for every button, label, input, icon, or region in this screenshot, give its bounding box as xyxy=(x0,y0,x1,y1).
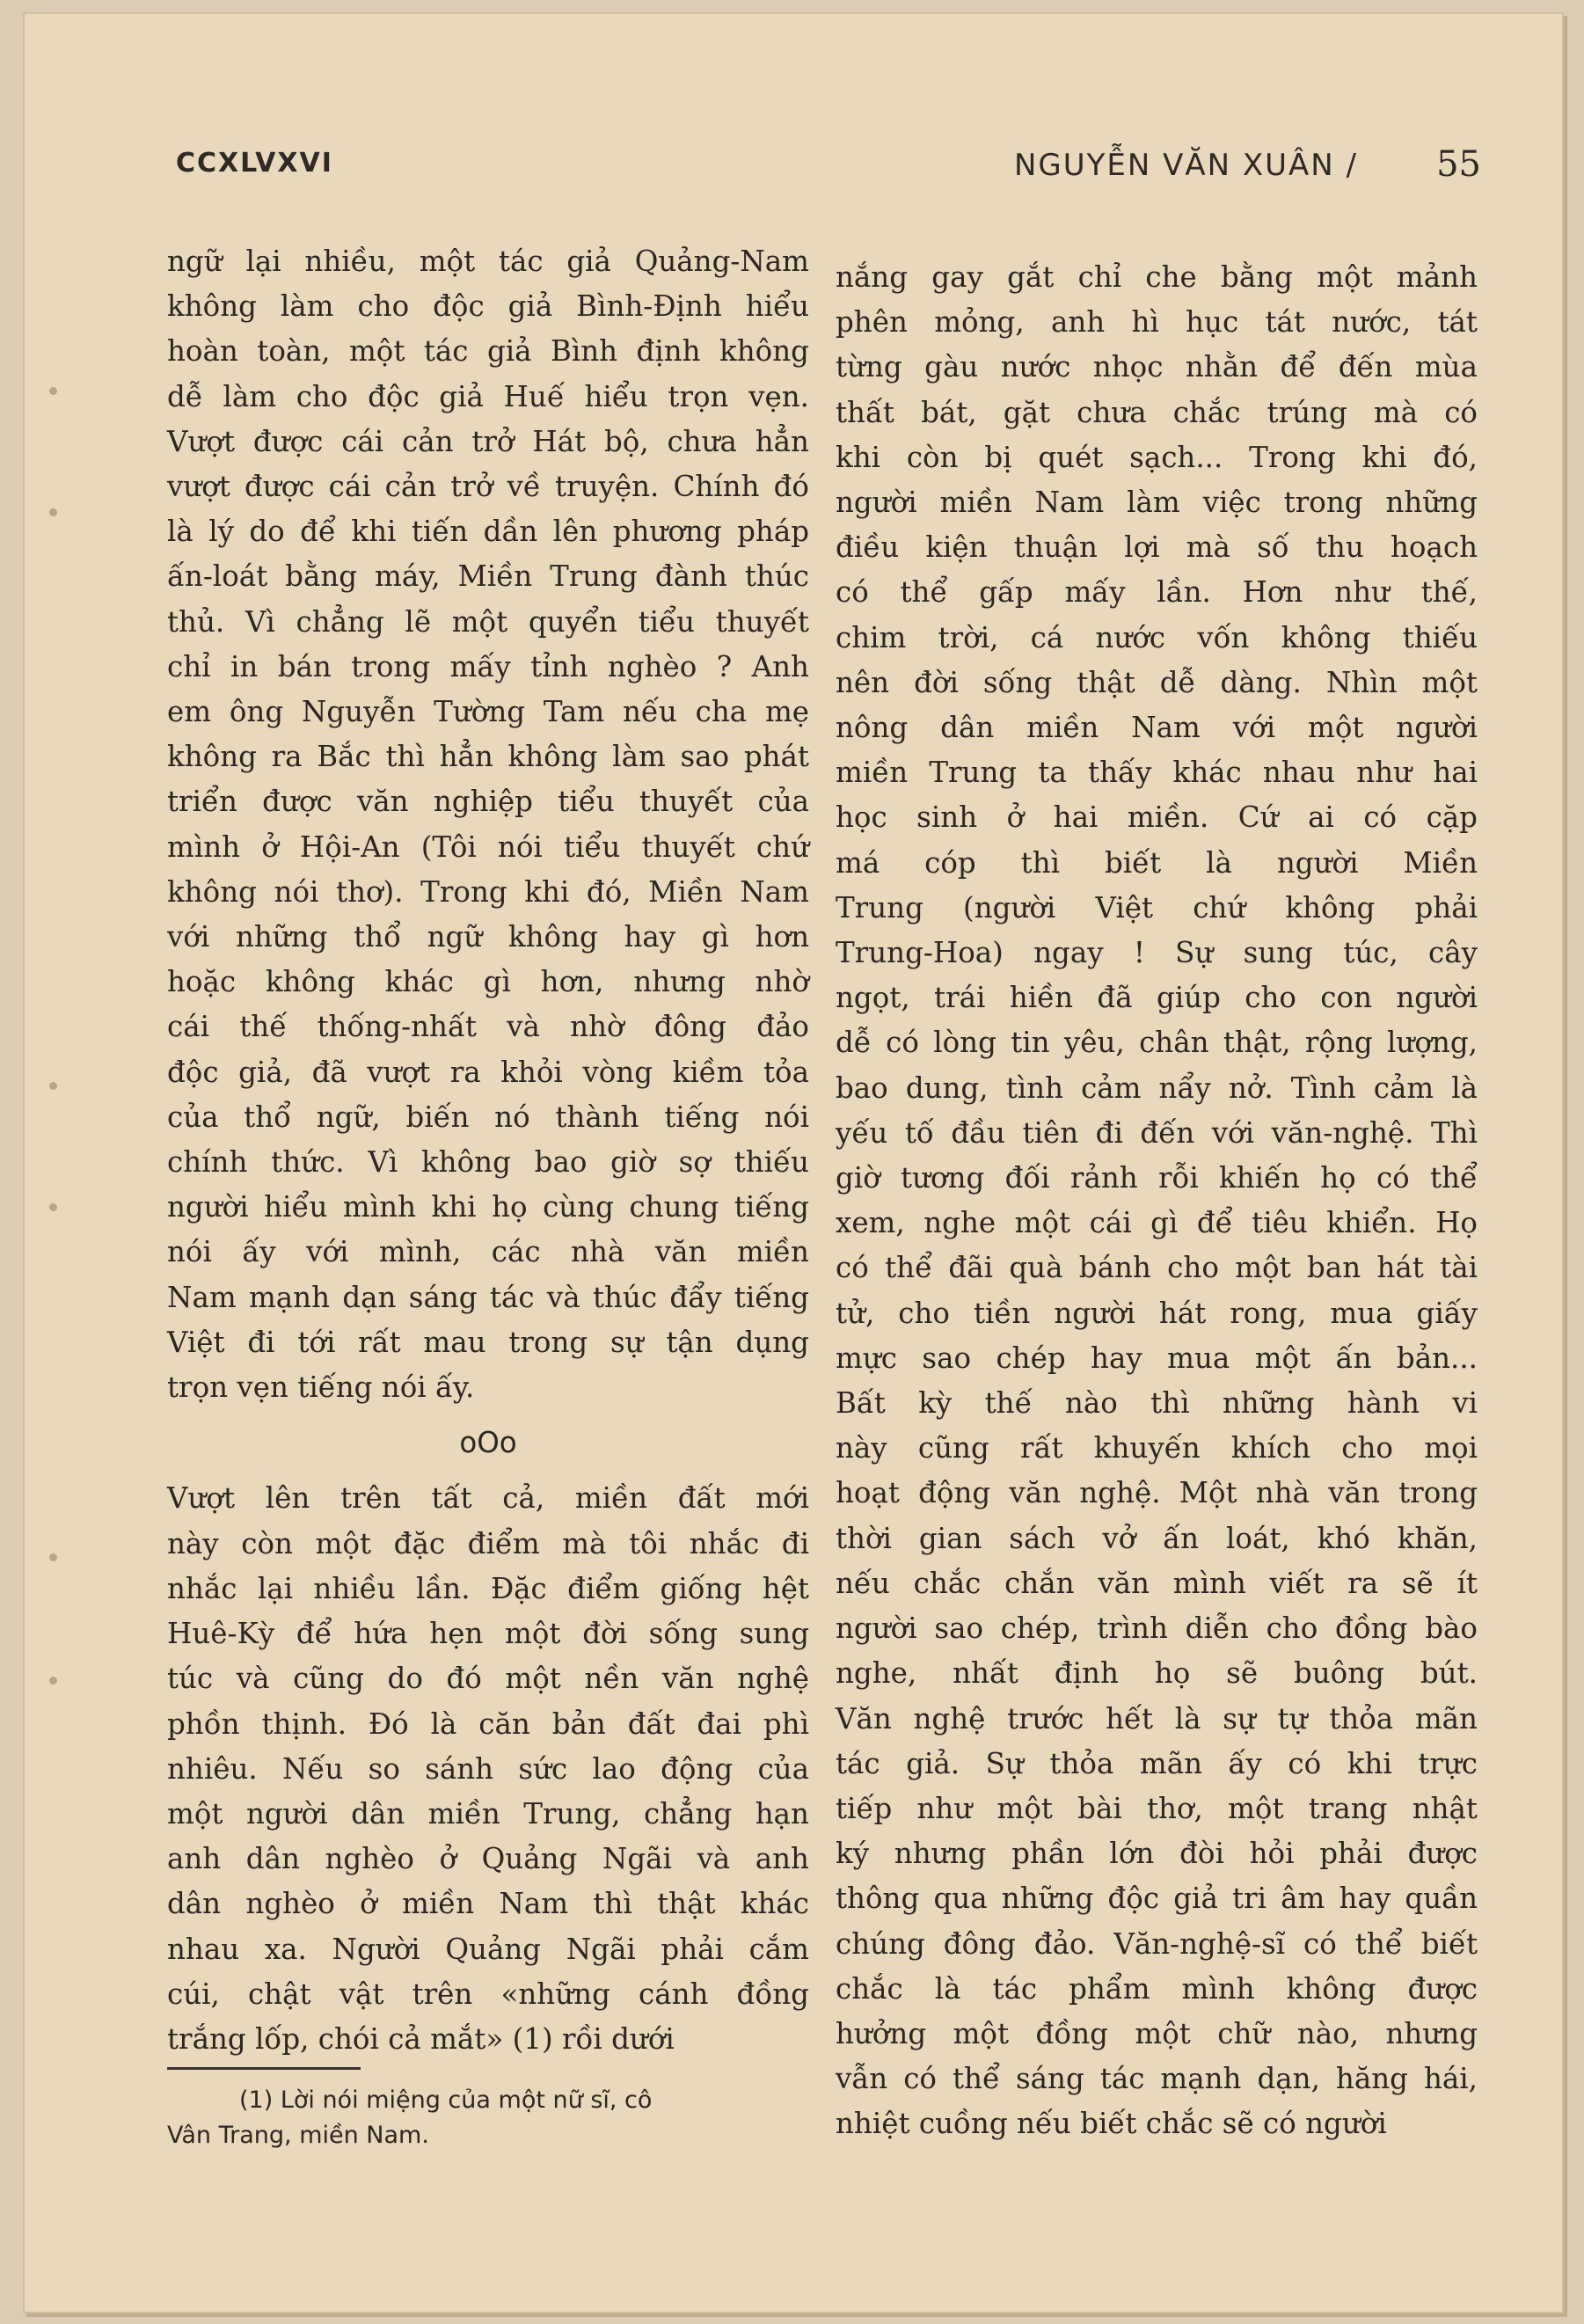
text-line: tử, cho tiền người hát rong, mua giấy xyxy=(836,1296,1478,1330)
footnote xyxy=(167,2083,818,2153)
text-line: chính thức. Vì không bao giờ sợ thiếu xyxy=(167,1145,809,1180)
text-line: má cóp thì biết là người Miền xyxy=(836,845,1478,880)
text-line: nghe, nhất định họ sẽ buông bút. xyxy=(836,1656,1478,1691)
text-line: ngữ lại nhiều, một tác giả Quảng-Nam xyxy=(167,245,809,278)
text-line: không nói thơ). Trong khi đó, Miền Nam xyxy=(167,874,809,909)
text-line: giờ tương đối rảnh rỗi khiến họ có thể xyxy=(836,1161,1478,1195)
text-line: nhiêu. Nếu so sánh sức lao động của xyxy=(167,1751,809,1786)
text-line: bao dung, tình cảm nẩy nở. Tình cảm là xyxy=(836,1071,1478,1105)
text-line: hoạt động văn nghệ. Một nhà văn trong xyxy=(836,1476,1478,1510)
text-line: người sao chép, trình diễn cho đồng bào xyxy=(836,1611,1478,1646)
text-line: điều kiện thuận lợi mà số thu hoạch xyxy=(836,530,1478,565)
text-line: anh dân nghèo ở Quảng Ngãi và anh xyxy=(167,1842,809,1876)
text-line: mực sao chép hay mua một ấn bản... xyxy=(836,1341,1478,1375)
text-line: khi còn bị quét sạch... Trong khi đó, xyxy=(836,440,1478,474)
footnote-line: (1) Lời nói miệng của một nữ sĩ, cô xyxy=(239,2086,653,2114)
text-line: trọn vẹn tiếng nói ấy. xyxy=(167,1370,475,1405)
text-line: Trung (người Việt chứ không phải xyxy=(836,890,1478,924)
text-line: có thể gấp mấy lần. Hơn như thế, xyxy=(836,575,1478,610)
text-line: chắc là tác phẩm mình không được xyxy=(836,1971,1478,2006)
text-line: túc và cũng do đó một nền văn nghệ xyxy=(167,1662,809,1696)
text-line: chim trời, cá nước vốn không thiếu xyxy=(836,620,1478,654)
text-line: ngọt, trái hiền đã giúp cho con người xyxy=(836,981,1478,1015)
text-line: không ra Bắc thì hẳn không làm sao phát xyxy=(167,740,809,774)
text-line: người hiểu mình khi họ cùng chung tiếng xyxy=(167,1190,809,1224)
text-line: thông qua những độc giả tri âm hay quần xyxy=(836,1882,1478,1916)
text-line: nếu chắc chắn văn mình viết ra sẽ ít xyxy=(836,1566,1478,1600)
text-line: người miền Nam làm việc trong những xyxy=(836,486,1478,520)
text-line: với những thổ ngữ không hay gì hơn xyxy=(167,920,809,954)
footnote-rule xyxy=(167,2067,361,2070)
text-line: nhiệt cuồng nếu biết chắc sẽ có người xyxy=(836,2107,1387,2141)
text-line: thất bát, gặt chưa chắc trúng mà có xyxy=(836,395,1478,429)
text-line: này còn một đặc điểm mà tôi nhắc đi xyxy=(167,1526,809,1560)
text-line: em ông Nguyễn Tường Tam nếu cha mẹ xyxy=(167,695,809,729)
footnote-line: Vân Trang, miền Nam. xyxy=(167,2122,429,2149)
text-line: phên mỏng, anh hì hục tát nước, tát xyxy=(836,305,1478,340)
text-line: nhau xa. Người Quảng Ngãi phải cắm xyxy=(167,1932,809,1966)
text-line: vượt được cái cản trở về truyện. Chính đó xyxy=(167,470,809,504)
section-divider: oOo xyxy=(459,1426,517,1460)
text-line: ấn-loát bằng máy, Miền Trung đành thúc xyxy=(167,559,809,594)
text-line: thủ. Vì chẳng lẽ một quyển tiểu thuyết xyxy=(167,604,809,639)
text-line: không làm cho độc giả Bình-Định hiểu xyxy=(167,289,809,324)
text-line: Vượt được cái cản trở Hát bộ, chưa hẳn xyxy=(167,424,809,458)
text-line: Huê-Kỳ để hứa hẹn một đời sống sung xyxy=(167,1617,809,1651)
binding-hole xyxy=(49,1082,57,1090)
text-line: nắng gay gắt chỉ che bằng một mảnh xyxy=(836,260,1478,294)
text-line: mình ở Hội-An (Tôi nói tiểu thuyết chứ xyxy=(167,829,809,864)
text-line: dễ làm cho độc giả Huế hiểu trọn vẹn. xyxy=(167,379,809,413)
text-line: chúng đông đảo. Văn-nghệ-sĩ có thể biết xyxy=(836,1926,1478,1961)
text-line: miền Trung ta thấy khác nhau như hai xyxy=(836,756,1478,790)
text-line: Việt đi tới rất mau trong sự tận dụng xyxy=(167,1325,809,1359)
text-line: chỉ in bán trong mấy tỉnh nghèo ? Anh xyxy=(167,649,809,683)
text-line: hoặc không khác gì hơn, nhưng nhờ xyxy=(167,965,809,999)
page-number: 55 xyxy=(1436,144,1481,185)
text-line: nông dân miền Nam với một người xyxy=(836,711,1478,745)
text-line: nói ấy với mình, các nhà văn miền xyxy=(167,1235,809,1269)
text-line: Vượt lên trên tất cả, miền đất mới xyxy=(167,1481,809,1516)
page-header xyxy=(176,141,1481,194)
binding-hole xyxy=(49,387,57,395)
left-column xyxy=(167,239,809,2062)
binding-hole xyxy=(49,1203,57,1211)
text-line: Văn nghệ trước hết là sự tự thỏa mãn xyxy=(836,1701,1478,1736)
text-line: cúi, chật vật trên «những cánh đồng xyxy=(167,1977,809,2011)
text-line: xem, nghe một cái gì để tiêu khiển. Họ xyxy=(836,1206,1478,1240)
text-line: của thổ ngữ, biến nó thành tiếng nói xyxy=(167,1100,809,1134)
text-line: từng gàu nước nhọc nhằn để đến mùa xyxy=(836,350,1478,384)
text-line: Nam mạnh dạn sáng tác và thúc đẩy tiếng xyxy=(167,1280,809,1314)
text-line: hoàn toàn, một tác giả Bình định không xyxy=(167,334,809,369)
text-line: triển được văn nghiệp tiểu thuyết của xyxy=(167,785,809,819)
text-line: dễ có lòng tin yêu, chân thật, rộng lượng, xyxy=(836,1026,1478,1060)
binding-hole xyxy=(49,1553,57,1561)
text-line: phồn thịnh. Đó là căn bản đất đai phì xyxy=(167,1706,809,1741)
text-line: nhắc lại nhiều lần. Đặc điểm giống hệt xyxy=(167,1571,809,1605)
text-line: học sinh ở hai miền. Cứ ai có cặp xyxy=(836,800,1478,835)
text-line: có thể đãi quà bánh cho một ban hát tài xyxy=(836,1251,1478,1285)
text-line: này cũng rất khuyến khích cho mọi xyxy=(836,1431,1478,1465)
text-line: một người dân miền Trung, chẳng hạn xyxy=(167,1796,809,1831)
text-line: tác giả. Sự thỏa mãn ấy có khi trực xyxy=(836,1746,1478,1780)
text-line: dân nghèo ở miền Nam thì thật khác xyxy=(167,1887,809,1921)
running-head: CCXLVXVI xyxy=(176,148,333,179)
binding-holes xyxy=(49,0,67,2324)
text-line: cái thế thống-nhất và nhờ đông đảo xyxy=(167,1010,809,1044)
text-line: nên đời sống thật dễ dàng. Nhìn một xyxy=(836,665,1478,699)
text-line: yếu tố đầu tiên đi đến với văn-nghệ. Thì xyxy=(836,1115,1478,1150)
binding-hole xyxy=(49,508,57,516)
text-line: Bất kỳ thế nào thì những hành vi xyxy=(836,1386,1478,1421)
text-line: trắng lốp, chói cả mắt» (1) rồi dưới xyxy=(167,2021,675,2056)
text-line: hưởng một đồng một chữ nào, nhưng xyxy=(836,2016,1478,2050)
right-column xyxy=(836,255,1478,2147)
text-line: độc giả, đã vượt ra khỏi vòng kiềm tỏa xyxy=(167,1055,809,1089)
running-title: NGUYỄN VĂN XUÂN / xyxy=(1013,148,1358,183)
text-line: Trung-Hoa) ngay ! Sự sung túc, cây xyxy=(836,936,1478,970)
text-line: tiếp như một bài thơ, một trang nhật xyxy=(836,1791,1478,1825)
text-line: là lý do để khi tiến dần lên phương pháp xyxy=(167,515,809,549)
binding-hole xyxy=(49,1677,57,1685)
text-line: vẫn có thể sáng tác mạnh dạn, hăng hái, xyxy=(836,2062,1478,2096)
text-line: thời gian sách vở ấn loát, khó khăn, xyxy=(836,1521,1478,1555)
text-line: ký nhưng phần lớn đòi hỏi phải được xyxy=(836,1837,1478,1871)
